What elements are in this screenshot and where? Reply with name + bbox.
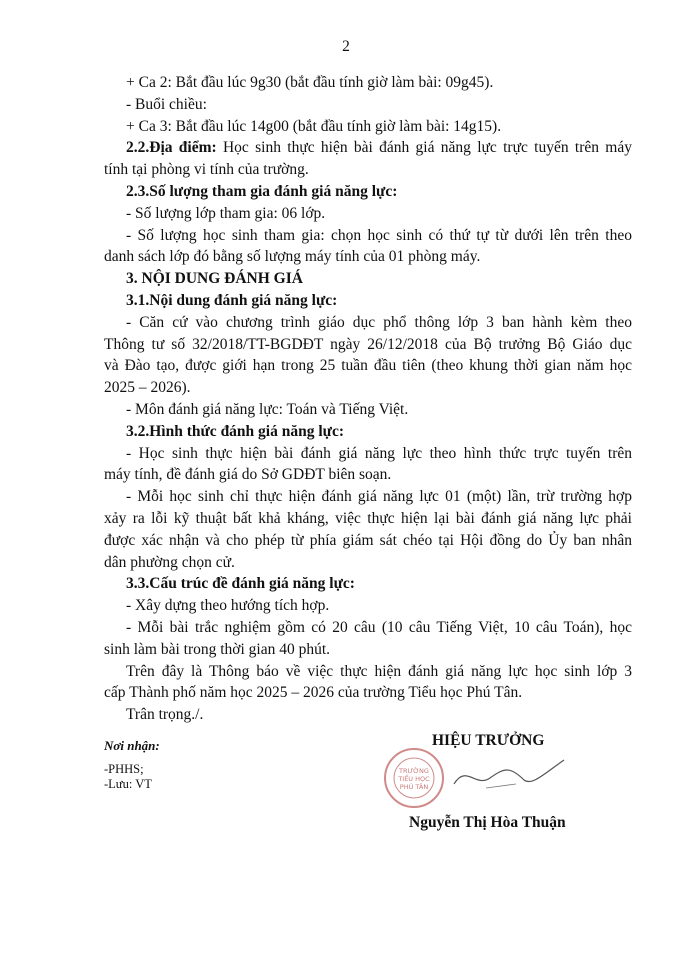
paragraph-line: - Mỗi bài trắc nghiệm gồm có 20 câu (10 câu Tiếng Việt, 10 câu Toán), học bbox=[126, 618, 632, 636]
section-heading: 3. NỘI DUNG ĐÁNH GIÁ bbox=[126, 270, 303, 288]
page-number: 2 bbox=[342, 38, 350, 55]
paragraph-line: dân phường chọn cử. bbox=[104, 553, 235, 571]
paragraph-line: - Môn đánh giá năng lực: Toán và Tiếng Việt. bbox=[126, 400, 409, 418]
paragraph-line: - Học sinh thực hiện bài đánh giá năng lực theo hình thức trực tuyến trên bbox=[126, 444, 632, 462]
recipients-block bbox=[104, 738, 160, 792]
paragraph-line: xảy ra lỗi kỹ thuật bất khả kháng, việc thực hiện lại bài đánh giá năng lực phải bbox=[104, 509, 632, 527]
paragraph-line: - Số lượng lớp tham gia: 06 lớp. bbox=[126, 204, 326, 222]
paragraph-line: cấp Thành phố năm học 2025 – 2026 của trường Tiểu học Phú Tân. bbox=[104, 684, 523, 702]
closing-line: Trân trọng./. bbox=[126, 706, 204, 724]
paragraph-line: - Mỗi học sinh chỉ thực hiện đánh giá năng lực 01 (một) lần, trừ trường hợp bbox=[126, 488, 632, 506]
recipient-item: -Lưu: VT bbox=[104, 777, 152, 791]
paragraph-line: - Buổi chiều: bbox=[126, 95, 207, 113]
paragraph-line: 2025 – 2026). bbox=[104, 379, 191, 397]
signer-title: HIỆU TRƯỞNG bbox=[432, 732, 545, 749]
document-body bbox=[104, 72, 632, 726]
section-heading: 3.3.Cấu trúc đề đánh giá năng lực: bbox=[126, 575, 355, 593]
recipient-item: -PHHS; bbox=[104, 762, 144, 776]
paragraph-line: máy tính, đề đánh giá do Sở GDĐT biên soạn. bbox=[104, 466, 392, 484]
paragraph-line: - Số lượng học sinh tham gia: chọn học sinh có thứ tự từ dưới lên trên theo bbox=[126, 226, 632, 244]
signature-block bbox=[376, 732, 616, 832]
paragraph-line: và Đào tạo, được giới hạn trong 25 tuần đầu tiên (theo khung thời gian năm học bbox=[104, 357, 632, 375]
paragraph-line: danh sách lớp đó bằng số lượng máy tính của 01 phòng máy. bbox=[104, 248, 481, 266]
paragraph-line: tính tại phòng vi tính của trường. bbox=[104, 161, 309, 179]
paragraph-line: Trên đây là Thông báo về việc thực hiện đánh giá năng lực học sinh lớp 3 bbox=[126, 662, 632, 680]
section-heading: 3.2.Hình thức đánh giá năng lực: bbox=[126, 422, 344, 440]
recipients-title: Nơi nhận: bbox=[104, 738, 160, 753]
paragraph-line: - Xây dựng theo hướng tích hợp. bbox=[126, 597, 330, 615]
paragraph-line: được xác nhận và cho phép từ phía giám sát chéo tại Hội đồng do Ủy ban nhân bbox=[104, 531, 632, 549]
signer-name: Nguyễn Thị Hòa Thuận bbox=[409, 814, 566, 831]
section-text: Học sinh thực hiện bài đánh giá năng lực trực tuyến trên máy bbox=[216, 139, 632, 157]
paragraph-line: - Căn cứ vào chương trình giáo dục phổ thông lớp 3 ban hành kèm theo bbox=[126, 313, 632, 331]
section-heading: 2.3.Số lượng tham gia đánh giá năng lực: bbox=[126, 182, 398, 200]
paragraph-line: + Ca 3: Bắt đầu lúc 14g00 (bắt đầu tính giờ làm bài: 14g15). bbox=[126, 117, 502, 135]
seal-text-line: PHÚ TÂN bbox=[399, 783, 429, 791]
seal-text-line: TRƯỜNG bbox=[399, 767, 429, 775]
section-heading: 2.2.Địa điểm: bbox=[126, 139, 217, 157]
school-seal-icon bbox=[382, 746, 446, 810]
paragraph-line: Thông tư số 32/2018/TT-BGDĐT ngày 26/12/2018 của Bộ trưởng Bộ Giáo dục bbox=[104, 335, 632, 353]
section-heading: 3.1.Nội dung đánh giá năng lực: bbox=[126, 291, 338, 309]
handwritten-signature-icon bbox=[446, 754, 586, 794]
paragraph-line: sinh làm bài trong thời gian 40 phút. bbox=[104, 640, 331, 658]
section-2-2-line bbox=[104, 137, 632, 159]
paragraph-line: + Ca 2: Bắt đầu lúc 9g30 (bắt đầu tính giờ làm bài: 09g45). bbox=[126, 74, 494, 91]
seal-text-line: TIỂU HỌC bbox=[398, 775, 430, 783]
